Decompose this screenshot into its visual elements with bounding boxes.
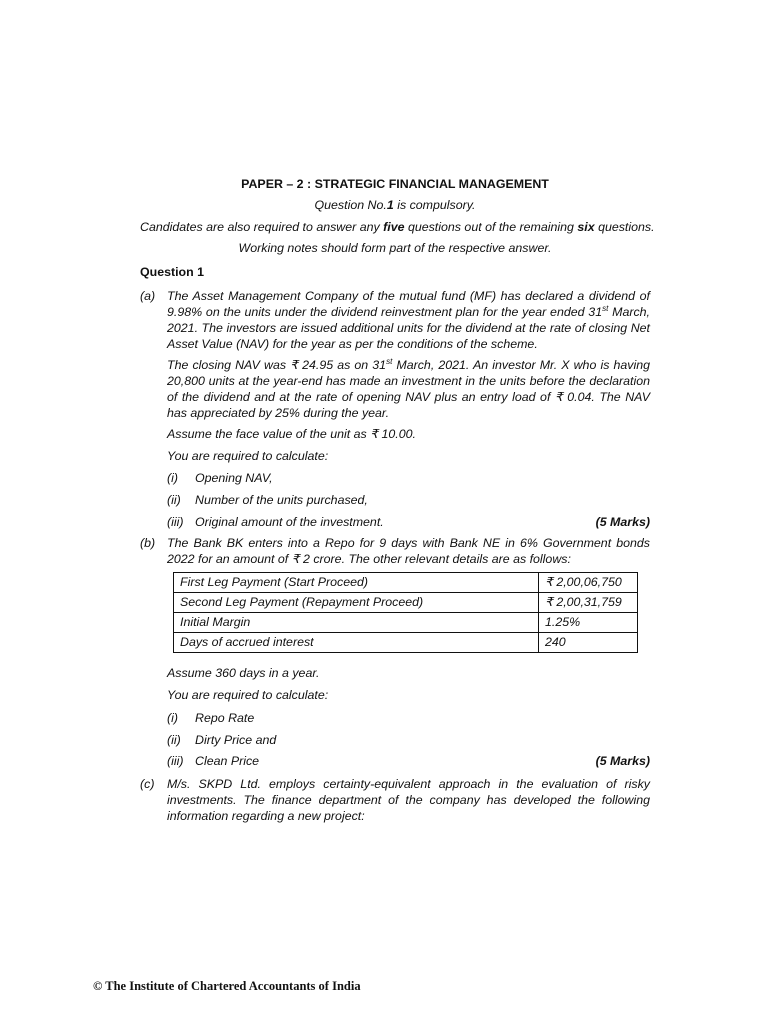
- part-a-item-num: (ii): [167, 493, 181, 507]
- repo-details-table: [173, 572, 638, 653]
- copyright-footer: © The Institute of Chartered Accountants of India: [93, 979, 361, 993]
- part-a-paragraph-4: You are required to calculate:: [167, 449, 329, 463]
- part-b-item-num: (iii): [167, 754, 184, 768]
- part-a-marks: (5 Marks): [595, 515, 650, 529]
- part-b-item-num: (i): [167, 711, 179, 725]
- table-cell-label: Days of accrued interest: [174, 633, 539, 653]
- question-heading: Question 1: [140, 265, 205, 279]
- part-a-paragraph-1: The Asset Management Company of the mutual fund (MF) has declared a dividend of 9.98% on the units under the dividend reinvestment plan for the year ended 31st March, 2021. The investors are issued additional units for the dividend at the rate of closing Net Asset Value (NAV) for the year as per the conditions of the scheme.: [167, 289, 650, 351]
- part-b-item-text: Repo Rate: [195, 711, 255, 725]
- table-cell-value: ₹ 2,00,31,759: [539, 593, 638, 613]
- table-cell-value: 240: [539, 633, 638, 653]
- part-b-marks: (5 Marks): [595, 754, 650, 768]
- part-a-label: (a): [140, 289, 156, 303]
- table-row: [174, 633, 638, 653]
- table-cell-label: First Leg Payment (Start Proceed): [174, 573, 539, 593]
- part-a-item-text: Opening NAV,: [195, 471, 273, 485]
- compulsory-note: Question No.1 is compulsory.: [314, 198, 476, 212]
- table-cell-label: Initial Margin: [174, 613, 539, 633]
- part-b-label: (b): [140, 536, 156, 550]
- part-c-paragraph-1: M/s. SKPD Ltd. employs certainty-equivalent approach in the evaluation of risky investments. The finance department of the company has developed the following information regarding a new project:: [167, 777, 650, 823]
- part-a-item-num: (i): [167, 471, 179, 485]
- part-c-label: (c): [140, 777, 155, 791]
- working-notes-note: Working notes should form part of the respective answer.: [238, 241, 552, 255]
- table-row: [174, 613, 638, 633]
- part-a-paragraph-2: The closing NAV was ₹ 24.95 as on 31st March, 2021. An investor Mr. X who is having 20,800 units at the year-end has made an investment in the units before the declaration of the dividend and at the rate of opening NAV plus an entry load of ₹ 0.04. The NAV has appreciated by 25% during the year.: [167, 356, 650, 420]
- table-row: [174, 593, 638, 613]
- part-b-paragraph-3: You are required to calculate:: [167, 688, 329, 702]
- table-cell-value: ₹ 2,00,06,750: [539, 573, 638, 593]
- part-b-item-text: Clean Price: [195, 754, 260, 768]
- table-cell-value: 1.25%: [539, 613, 638, 633]
- paper-title: PAPER – 2 : STRATEGIC FINANCIAL MANAGEMENT: [241, 177, 549, 191]
- part-b-item-num: (ii): [167, 733, 181, 747]
- table-cell-label: Second Leg Payment (Repayment Proceed): [174, 593, 539, 613]
- part-a-item-text: Original amount of the investment.: [195, 515, 384, 529]
- table-row: [174, 573, 638, 593]
- part-a-item-num: (iii): [167, 515, 184, 529]
- part-a-item-text: Number of the units purchased,: [195, 493, 368, 507]
- part-a-paragraph-3: Assume the face value of the unit as ₹ 10.00.: [167, 427, 416, 441]
- instructions-note: Candidates are also required to answer any five questions out of the remaining six questions.: [140, 220, 655, 234]
- part-b-item-text: Dirty Price and: [195, 733, 277, 747]
- part-b-paragraph-2: Assume 360 days in a year.: [167, 666, 320, 680]
- part-b-paragraph-1: The Bank BK enters into a Repo for 9 days with Bank NE in 6% Government bonds 2022 for an amount of ₹ 2 crore. The other relevant details are as follows:: [167, 536, 650, 566]
